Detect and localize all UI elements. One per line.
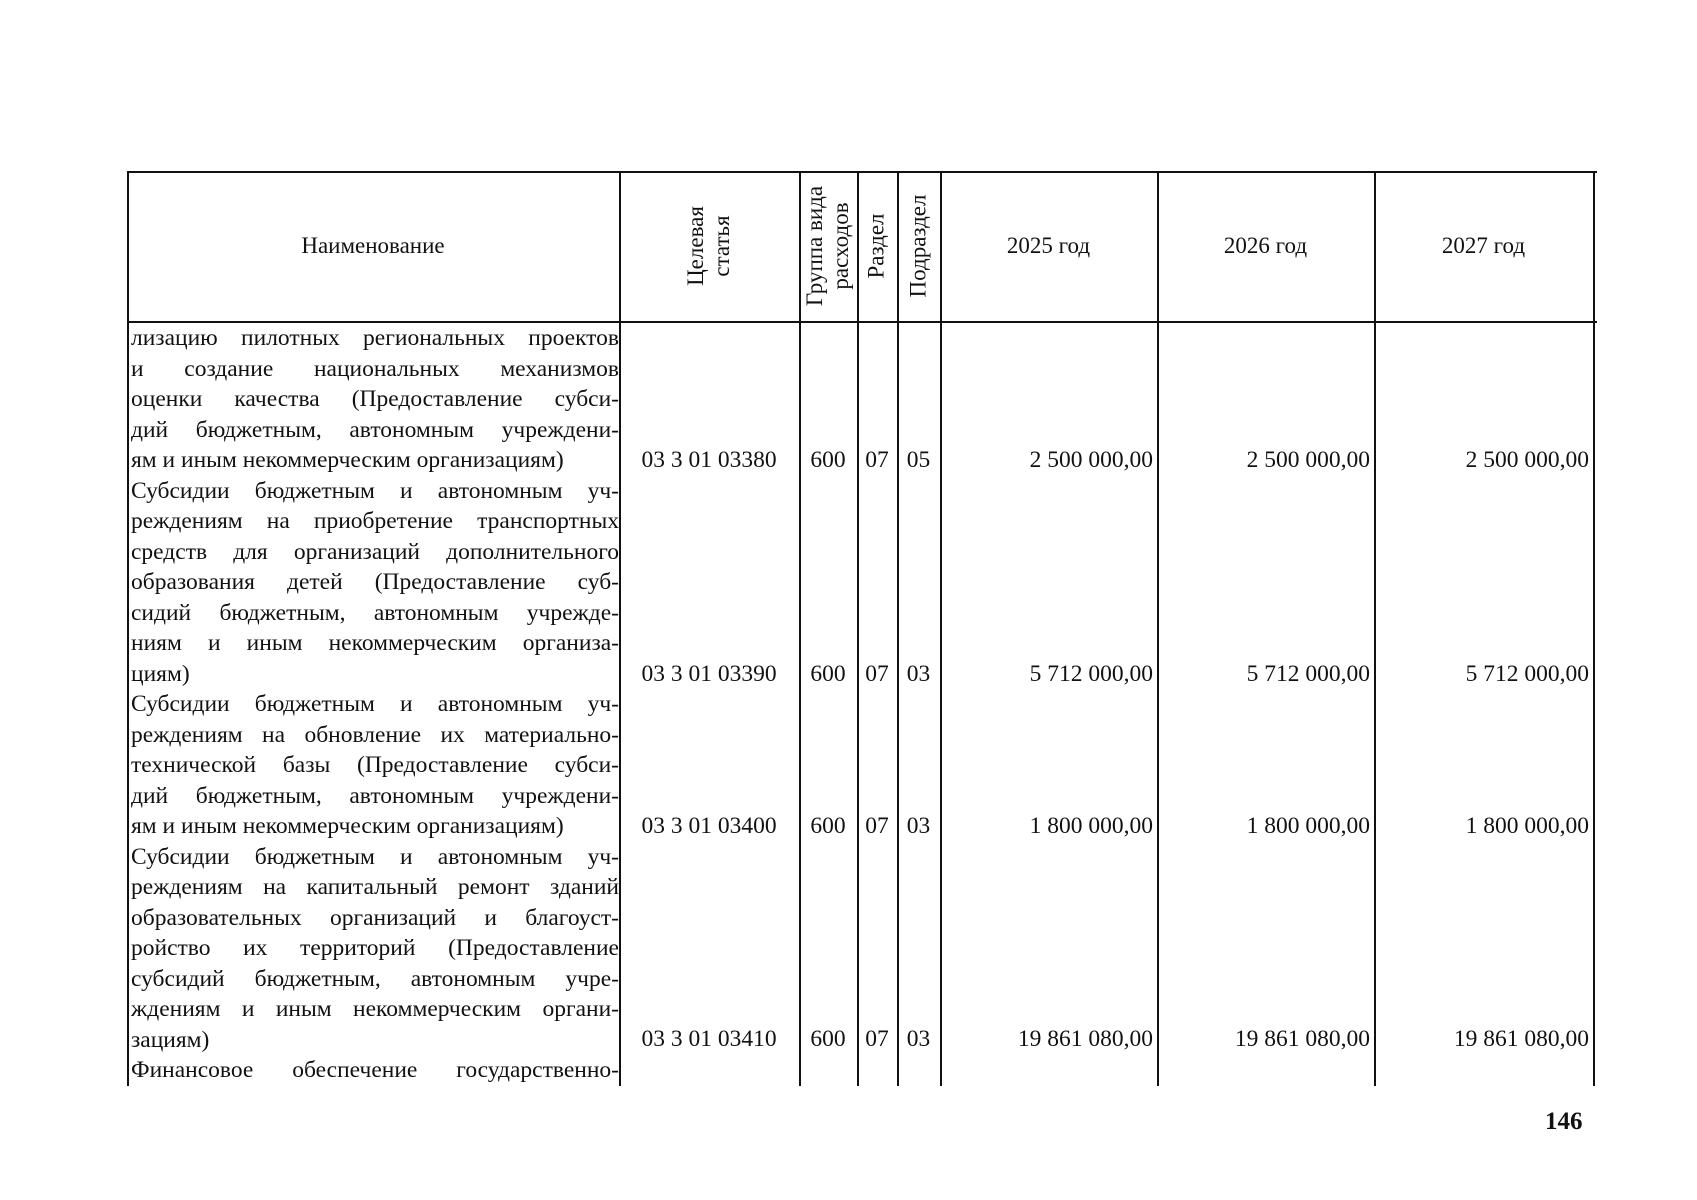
name-line: ройство их территорий (Предоставление <box>131 935 619 961</box>
row-2-subsection: 03 <box>906 661 931 687</box>
header-2025 <box>940 171 1157 321</box>
name-line: ям и иным некоммерческим организациям) <box>131 813 564 839</box>
row-3-2026: 1 800 000,00 <box>1246 813 1370 839</box>
header-name <box>127 171 619 321</box>
name-line: сидий бюджетным, автономным учрежде- <box>131 599 619 626</box>
header-section <box>857 171 897 321</box>
name-line: лизацию пилотных региональных проектов <box>131 325 619 351</box>
name-line: средств для организаций дополнительного <box>131 538 619 565</box>
name-line: оценки качества (Предоставление субси- <box>131 386 619 412</box>
row-1-2027: 2 500 000,00 <box>1465 447 1589 473</box>
name-line: Финансовое обеспечение государственно- <box>131 1057 619 1083</box>
header-name-text: Наименование <box>301 233 445 258</box>
name-line: технической базы (Предоставление субси- <box>131 752 619 778</box>
row-1-group: 600 <box>810 447 846 473</box>
name-line: ниям и иным некоммерческим организа- <box>131 630 619 656</box>
row-4-section: 07 <box>865 1026 889 1052</box>
budget-table <box>127 171 1597 1086</box>
row-4-name <box>131 842 619 1056</box>
name-column <box>131 323 619 1086</box>
header-target <box>619 171 799 321</box>
name-line: Субсидии бюджетным и автономным уч- <box>131 843 619 870</box>
row-3-subsection: 03 <box>906 813 931 839</box>
row-4-2025: 19 861 080,00 <box>1017 1026 1153 1052</box>
name-line: реждениям на обновление их материально- <box>131 721 619 748</box>
header-subsection-text: Подраздел <box>905 194 931 298</box>
row-1-subsection: 05 <box>906 447 931 473</box>
header-group-line1: Группа вида <box>802 185 828 307</box>
header-2026 <box>1157 171 1374 321</box>
row-3-target: 03 3 01 03400 <box>641 813 777 839</box>
col-border <box>1593 171 1595 1086</box>
name-line: реждениям на приобретение транспортных <box>131 508 619 534</box>
row-2-2027: 5 712 000,00 <box>1465 661 1589 687</box>
row-3-group: 600 <box>810 813 846 839</box>
row-3-2025: 1 800 000,00 <box>1029 813 1153 839</box>
header-subsection <box>897 171 940 321</box>
row-2-group: 600 <box>810 661 846 687</box>
name-line: дий бюджетным, автономным учреждени- <box>131 782 619 809</box>
row-4-subsection: 03 <box>906 1026 931 1052</box>
header-group <box>799 171 857 321</box>
row-5-name <box>131 1055 619 1086</box>
name-line: ям и иным некоммерческим организациям) <box>131 447 564 473</box>
name-line: образования детей (Предоставление суб- <box>131 569 619 595</box>
name-line: дий бюджетным, автономным учреждени- <box>131 416 619 443</box>
header-section-text: Раздел <box>864 213 889 279</box>
row-1-2025: 2 500 000,00 <box>1029 447 1153 473</box>
name-line: субсидий бюджетным, автономным учре- <box>131 965 619 992</box>
page-number: 146 <box>1545 1108 1583 1135</box>
header-target-line2: статья <box>708 215 734 277</box>
row-1-2026: 2 500 000,00 <box>1246 447 1370 473</box>
name-line: Субсидии бюджетным и автономным уч- <box>131 691 619 717</box>
name-line: зациям) <box>131 1026 210 1053</box>
name-line: Субсидии бюджетным и автономным уч- <box>131 477 619 504</box>
header-group-line2: расходов <box>828 202 854 290</box>
row-1-name <box>131 323 619 476</box>
row-4-group: 600 <box>810 1026 846 1052</box>
row-2-target: 03 3 01 03390 <box>641 661 777 687</box>
row-2-2025: 5 712 000,00 <box>1029 661 1153 687</box>
name-line: циям) <box>131 660 190 687</box>
row-4-2026: 19 861 080,00 <box>1234 1026 1370 1052</box>
row-1-section: 07 <box>865 447 889 473</box>
header-2027 <box>1374 171 1593 321</box>
header-2027-text: 2027 год <box>1441 233 1526 258</box>
row-2-2026: 5 712 000,00 <box>1246 661 1370 687</box>
row-1-target: 03 3 01 03380 <box>641 447 777 473</box>
row-3-section: 07 <box>865 813 889 839</box>
name-line: и создание национальных механизмов <box>131 355 619 382</box>
name-line: образовательных организаций и благоуст- <box>131 904 619 931</box>
row-4-target: 03 3 01 03410 <box>641 1026 777 1052</box>
name-line: реждениям на капитальный ремонт зданий <box>131 874 619 900</box>
row-2-name <box>131 476 619 690</box>
header-target-line1: Целевая <box>682 206 708 286</box>
row-4-2027: 19 861 080,00 <box>1453 1026 1589 1052</box>
header-2026-text: 2026 год <box>1223 233 1308 258</box>
row-3-2027: 1 800 000,00 <box>1465 813 1589 839</box>
header-2025-text: 2025 год <box>1006 233 1091 258</box>
row-3-name <box>131 689 619 842</box>
name-line: ждениям и иным некоммерческим органи- <box>131 996 619 1022</box>
row-2-section: 07 <box>865 661 889 687</box>
